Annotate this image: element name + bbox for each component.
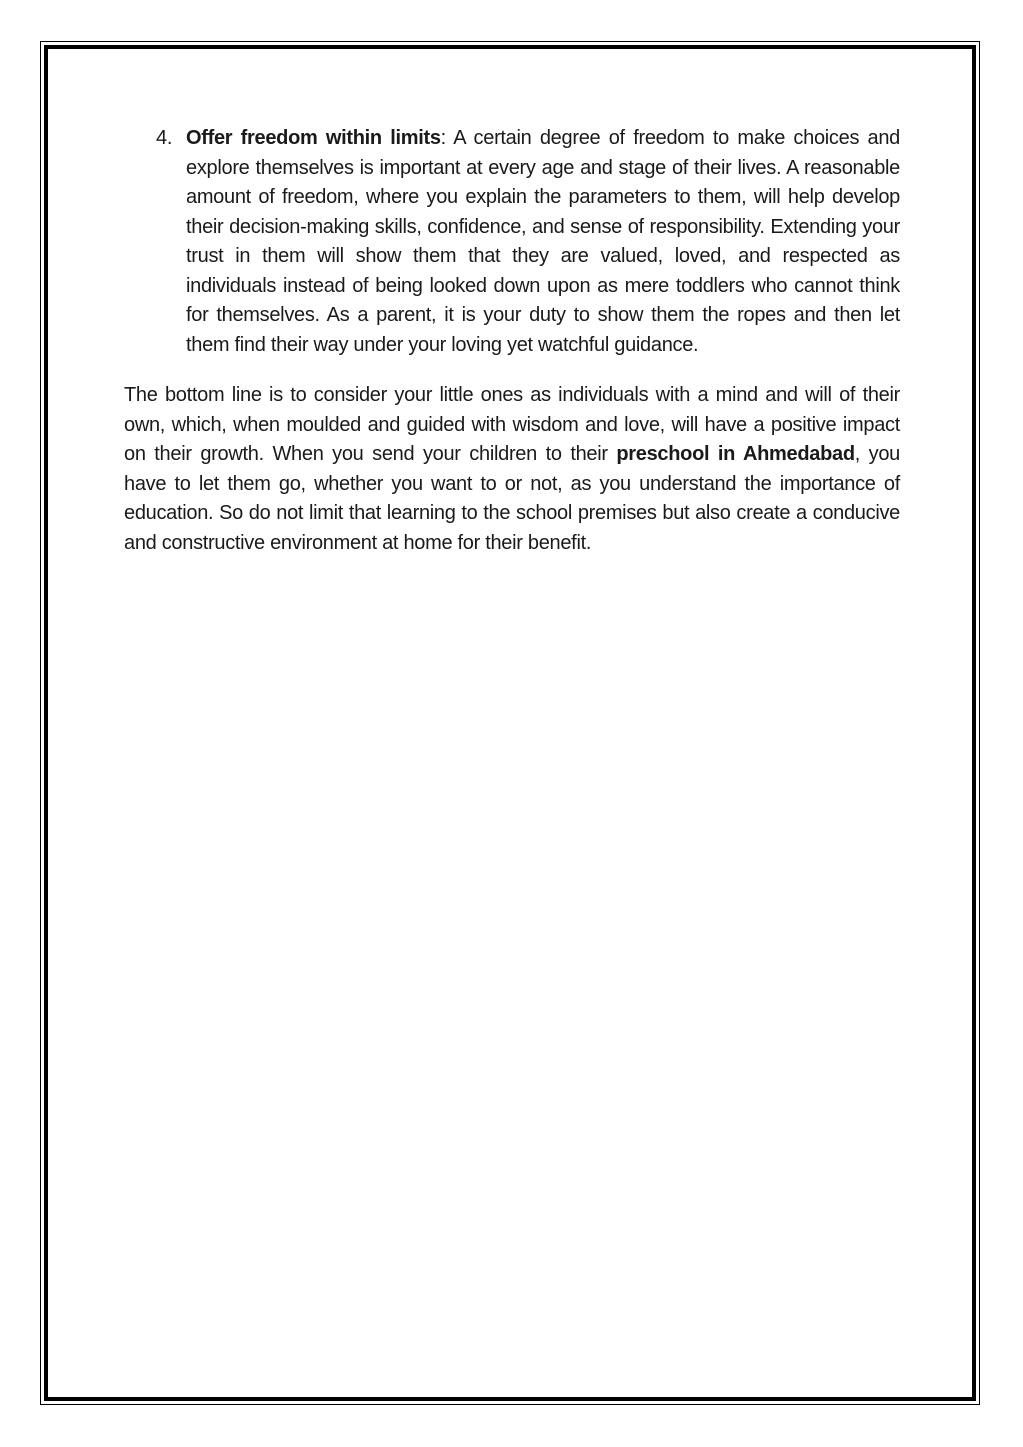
document-body xyxy=(124,124,900,558)
conclusion-paragraph xyxy=(124,381,900,558)
list-item-text: : A certain degree of freedom to make choices and explore themselves is important at every age and stage of their lives. A reasonable amount of freedom, where you explain the parameters to them, will help develop their decision-making skills, confidence, and sense of responsibility. Extending your trust in them will show them that they are valued, loved, and respected as individuals instead of being looked down upon as mere toddlers who cannot think for themselves. As a parent, it is your duty to show them the ropes and then let them find their way under your loving yet watchful guidance. xyxy=(186,127,900,356)
conclusion-text-after: , you have to let them go, whether you want to or not, as you understand the importance of education. So do not limit that learning to the school premises but also create a conducive and constructive environment at home for their benefit. xyxy=(124,443,900,554)
list-item-heading: Offer freedom within limits xyxy=(186,127,441,149)
list-item xyxy=(124,124,900,360)
list-item-number: 4. xyxy=(156,127,173,149)
conclusion-text-before: The bottom line is to consider your little ones as individuals with a mind and will of their own, which, when moulded and guided with wisdom and love, will have a positive impact on their growth. When you send your children to their xyxy=(124,384,900,465)
preschool-keyword: preschool in Ahmedabad xyxy=(616,443,855,465)
